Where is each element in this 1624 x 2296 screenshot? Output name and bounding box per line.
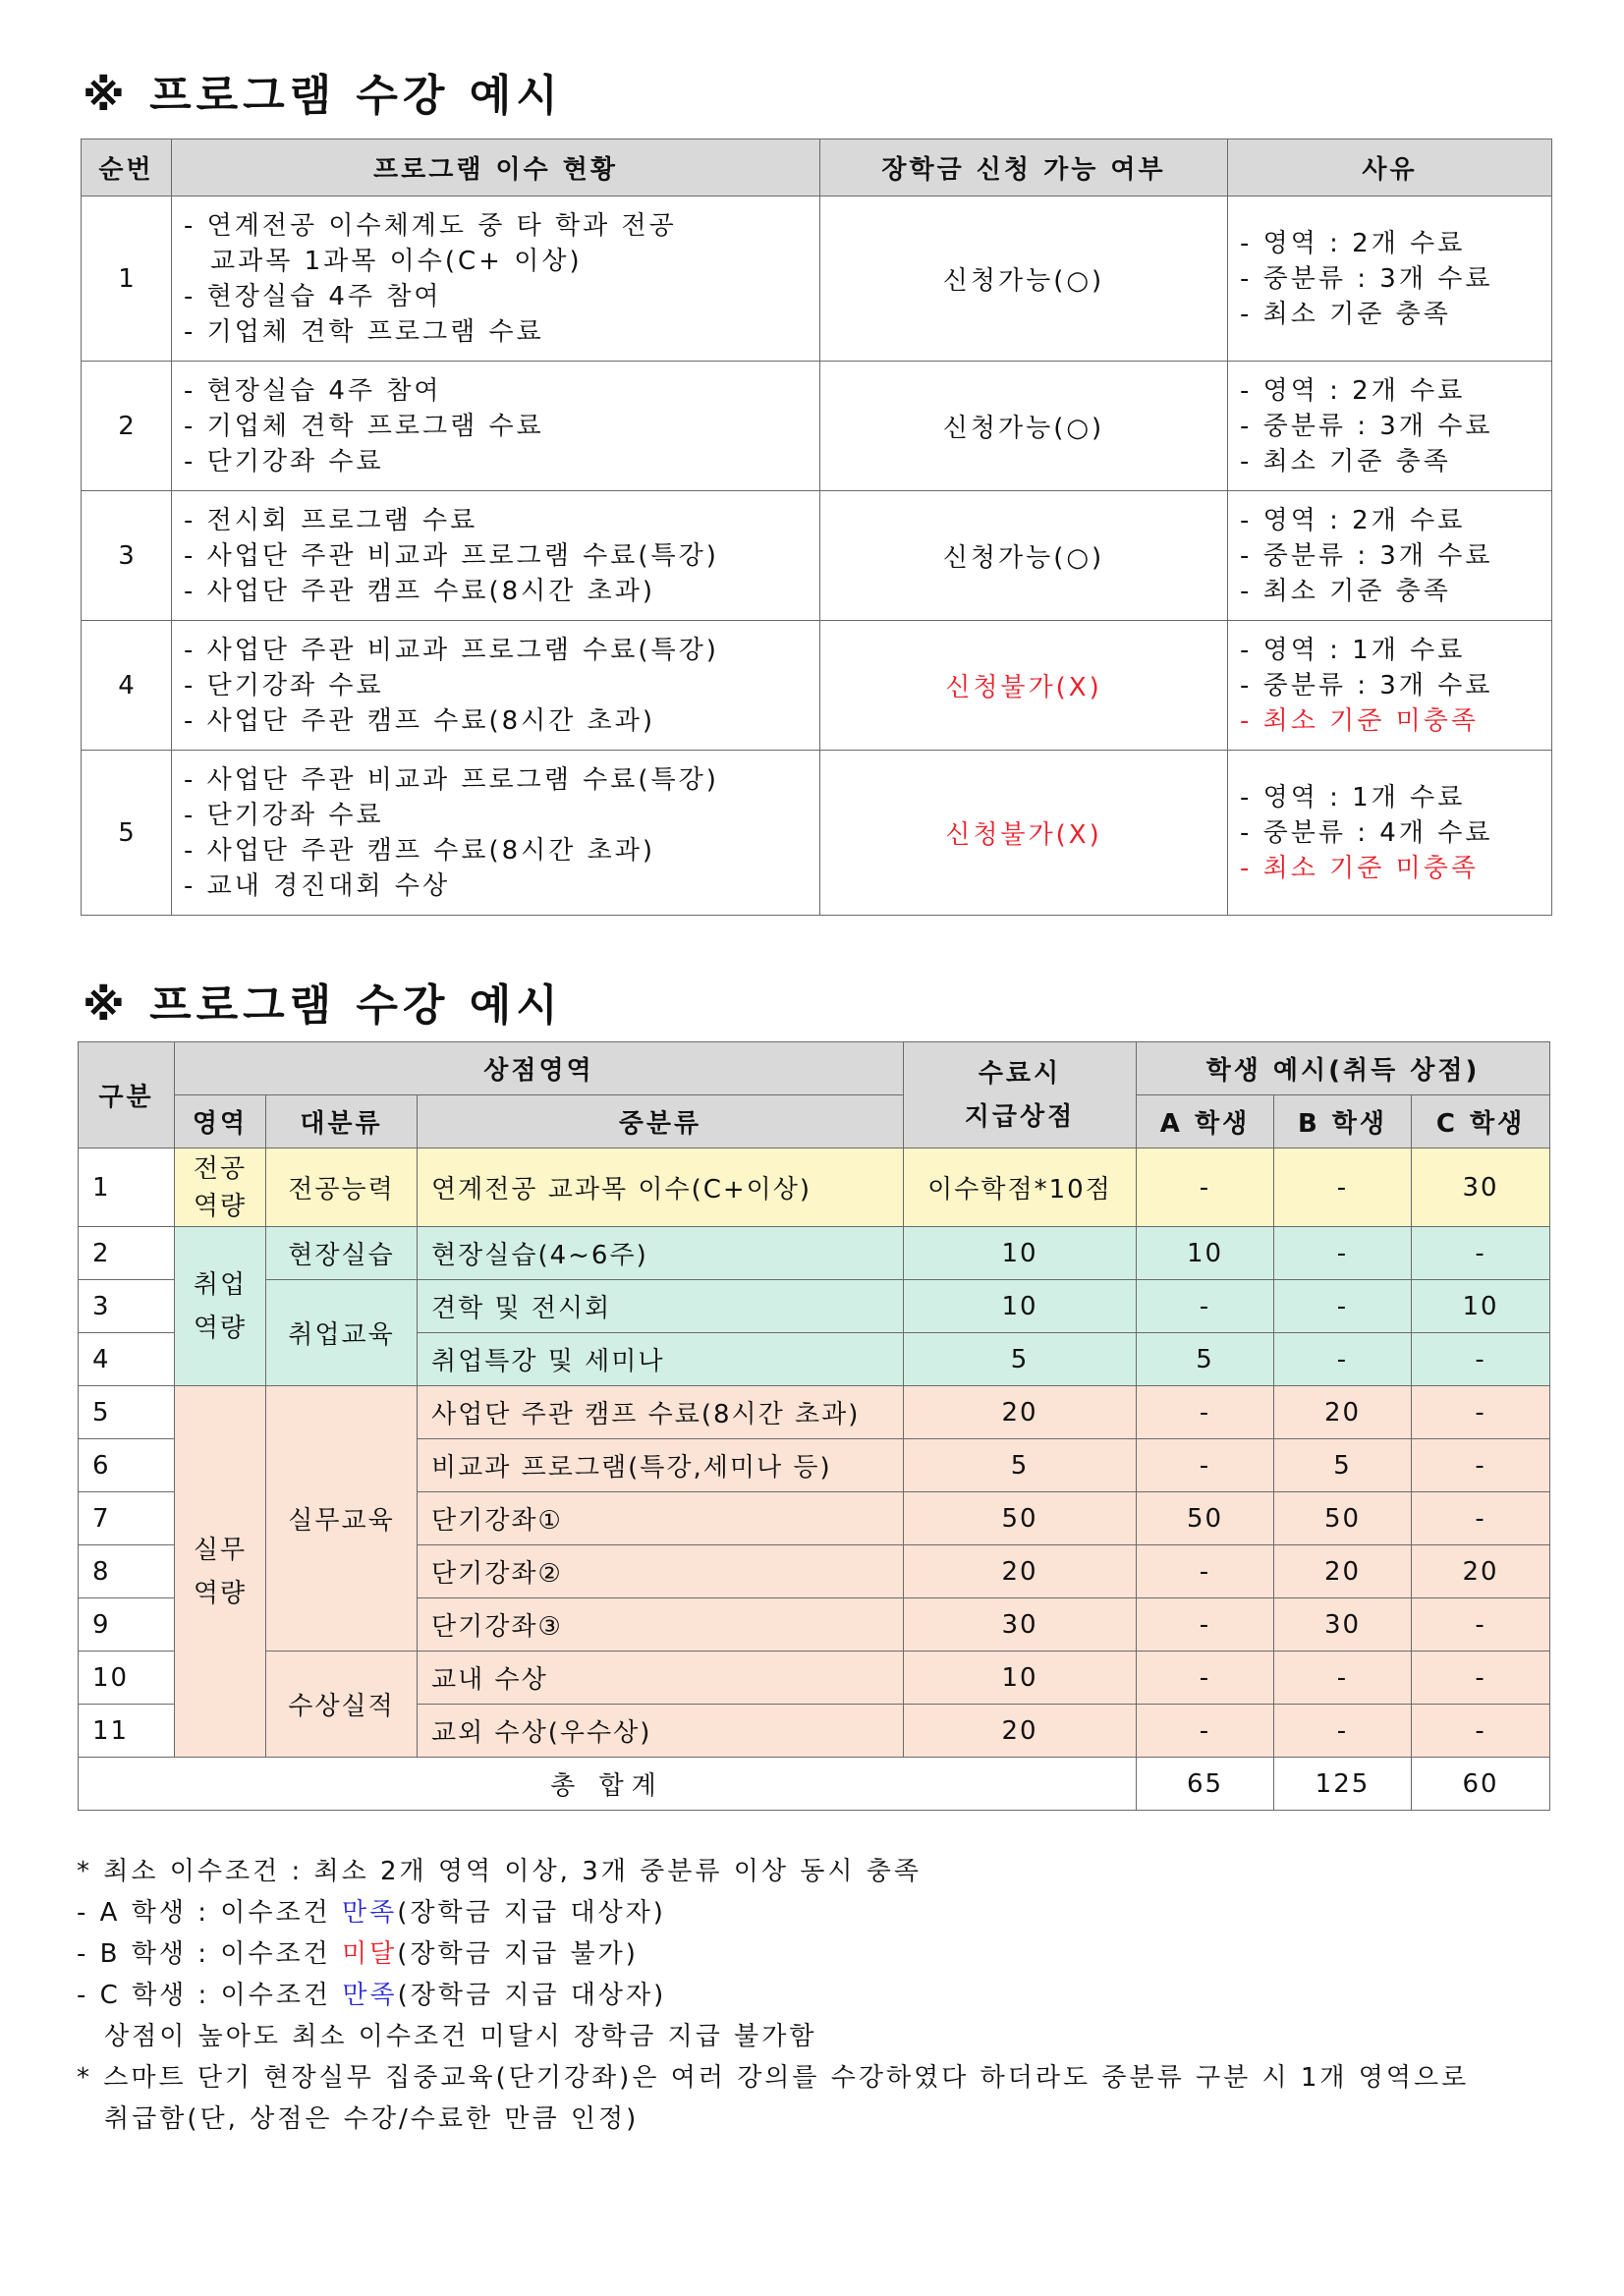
program-item: - 전시회 프로그램 수료 [184,505,478,535]
program-status-cell [172,621,820,751]
note-student-b-result: 미달 [342,1939,398,1969]
area-label: 취업 [193,1269,248,1300]
row-number: 5 [79,1386,175,1439]
total-student-c: 60 [1412,1758,1550,1811]
note-short-course-cont: 취급함(단, 상점은 수강/수료한 만큼 인정) [104,2104,640,2134]
section1-title: ※ 프로그램 수강 예시 [83,71,563,121]
points-value: 10 [904,1652,1137,1705]
program-item: - 연계전공 이수체계도 중 타 학과 전공 [184,210,677,241]
col-header-points-line1: 수료시 [978,1058,1062,1089]
program-item: - 사업단 주관 비교과 프로그램 수료(특강) [184,764,719,795]
col-header-num: 순번 [82,140,172,196]
col-header-area-group: 상점영역 [175,1042,904,1095]
row-number: 1 [82,196,172,362]
points-value: 10 [904,1227,1137,1280]
program-item: - 기업체 견학 프로그램 수료 [184,316,544,347]
program-item: 교과목 1과목 이수(C+ 이상) [210,246,583,276]
col-header-area: 영역 [175,1095,266,1148]
program-item: - 현장실습 4주 참여 [184,375,442,406]
area-label: 역량 [193,1578,248,1608]
student-a-points: 50 [1137,1492,1274,1545]
reason-item: - 최소 기준 충족 [1240,446,1451,476]
area-cell-practical-competency [175,1386,266,1758]
area-cell-major-competency [175,1148,266,1227]
note-student-c-prefix: - C 학생 : 이수조건 [77,1981,343,2010]
area-label: 실무 [193,1535,248,1565]
student-c-points: - [1412,1386,1550,1439]
program-status-cell [172,362,820,491]
col-header-points-line2: 지급상점 [964,1101,1076,1132]
student-b-points: 5 [1274,1439,1412,1492]
minor-category: 견학 및 전시회 [418,1280,904,1333]
student-c-points: - [1412,1492,1550,1545]
notes [77,1851,1469,2140]
minor-category: 단기강좌② [418,1545,904,1598]
table-row [79,1652,1550,1705]
minor-category: 사업단 주관 캠프 수료(8시간 초과) [418,1386,904,1439]
student-b-points: - [1274,1333,1412,1386]
program-item: - 단기강좌 수료 [184,670,384,700]
minor-category: 교외 수상(우수상) [418,1705,904,1758]
minor-category: 취업특강 및 세미나 [418,1333,904,1386]
eligibility-status: 신청불가(X) [820,621,1228,751]
student-b-points: - [1274,1227,1412,1280]
reason-item: - 중분류 : 3개 수료 [1240,411,1493,441]
col-header-major: 대분류 [266,1095,418,1148]
points-value: 20 [904,1386,1137,1439]
student-c-points: - [1412,1652,1550,1705]
points-table [78,1041,1550,1811]
program-item: - 교내 경진대회 수상 [184,870,451,901]
reason-item: - 중분류 : 3개 수료 [1240,670,1493,700]
note-student-b-suffix: (장학금 지급 불가) [397,1939,639,1969]
student-a-points: - [1137,1652,1274,1705]
row-number: 2 [82,362,172,491]
note-student-b [77,1933,1469,1975]
student-b-points: 20 [1274,1386,1412,1439]
reason-item: - 중분류 : 3개 수료 [1240,540,1493,571]
row-number: 1 [79,1148,175,1227]
minor-category: 교내 수상 [418,1652,904,1705]
program-item: - 현장실습 4주 참여 [184,281,442,311]
total-label: 총 합계 [79,1758,1137,1811]
col-header-student-a: A 학생 [1137,1095,1274,1148]
student-c-points: - [1412,1439,1550,1492]
table-row [82,491,1552,621]
points-value: 10 [904,1280,1137,1333]
area-label: 역량 [193,1313,248,1343]
table-row [79,1227,1550,1280]
col-header-program-status: 프로그램 이수 현황 [172,140,820,196]
reason-item: - 영역 : 1개 수료 [1240,635,1466,665]
reason-item: - 최소 기준 충족 [1240,576,1451,606]
points-value: 30 [904,1598,1137,1652]
program-status-cell [172,196,820,362]
note-points-caveat: 상점이 높아도 최소 이수조건 미달시 장학금 지급 불가함 [104,2022,817,2051]
major-category: 실무교육 [266,1386,418,1652]
student-a-points: - [1137,1280,1274,1333]
program-item: - 사업단 주관 비교과 프로그램 수료(특강) [184,635,719,665]
reason-cell [1228,196,1552,362]
program-item: - 기업체 견학 프로그램 수료 [184,411,544,441]
major-category: 취업교육 [266,1280,418,1386]
student-c-points: 10 [1412,1280,1550,1333]
col-header-reason: 사유 [1228,140,1552,196]
major-category: 전공능력 [266,1148,418,1227]
row-number: 8 [79,1545,175,1598]
student-a-points: - [1137,1705,1274,1758]
points-value: 20 [904,1545,1137,1598]
note-min-condition: * 최소 이수조건 : 최소 2개 영역 이상, 3개 중분류 이상 동시 충족 [77,1857,922,1886]
reason-cell [1228,491,1552,621]
reason-item: - 최소 기준 미충족 [1240,705,1479,736]
student-a-points: - [1137,1386,1274,1439]
col-header-eligibility: 장학금 신청 가능 여부 [820,140,1228,196]
student-b-points: 20 [1274,1545,1412,1598]
reason-item: - 영역 : 2개 수료 [1240,228,1466,258]
student-c-points: 30 [1412,1148,1550,1227]
reason-cell [1228,362,1552,491]
student-c-points: - [1412,1227,1550,1280]
row-number: 9 [79,1598,175,1652]
eligibility-status: 신청가능(○) [820,196,1228,362]
minor-category: 현장실습(4~6주) [418,1227,904,1280]
student-c-points: - [1412,1705,1550,1758]
row-number: 4 [79,1333,175,1386]
row-number: 4 [82,621,172,751]
note-student-c [77,1975,1469,2016]
eligibility-status: 신청불가(X) [820,751,1228,916]
minor-category: 연계전공 교과목 이수(C+이상) [418,1148,904,1227]
program-item: - 사업단 주관 캠프 수료(8시간 초과) [184,835,656,866]
note-student-c-result: 만족 [342,1981,398,2010]
total-student-b: 125 [1274,1758,1412,1811]
reason-item: - 중분류 : 4개 수료 [1240,817,1493,848]
reason-item: - 영역 : 2개 수료 [1240,505,1466,535]
student-a-points: - [1137,1439,1274,1492]
area-label: 역량 [193,1191,248,1221]
note-student-a-suffix: (장학금 지급 대상자) [397,1898,666,1928]
note-short-course: * 스마트 단기 현장실무 집중교육(단기강좌)은 여러 강의를 수강하였다 하더라도 중분류 구분 시 1개 영역으로 [77,2063,1470,2093]
eligibility-status: 신청가능(○) [820,362,1228,491]
note-student-a-prefix: - A 학생 : 이수조건 [77,1898,342,1928]
table-row [79,1386,1550,1439]
student-b-points: 50 [1274,1492,1412,1545]
student-c-points: - [1412,1333,1550,1386]
col-header-student-c: C 학생 [1412,1095,1550,1148]
col-header-points [904,1042,1137,1148]
section2-title: ※ 프로그램 수강 예시 [83,980,563,1031]
table-row [79,1148,1550,1227]
reason-cell [1228,751,1552,916]
row-number: 7 [79,1492,175,1545]
area-cell-employment-competency [175,1227,266,1386]
note-student-c-suffix: (장학금 지급 대상자) [397,1981,667,2010]
col-header-students-group: 학생 예시(취득 상점) [1137,1042,1550,1095]
student-a-points: - [1137,1598,1274,1652]
table-row [82,751,1552,916]
table-row [79,1280,1550,1333]
points-header-row-1 [79,1042,1550,1095]
col-header-minor: 중분류 [418,1095,904,1148]
student-c-points: 20 [1412,1545,1550,1598]
student-b-points: - [1274,1148,1412,1227]
reason-item: - 최소 기준 충족 [1240,299,1451,329]
program-status-cell [172,751,820,916]
eligibility-header-row [82,140,1552,196]
total-row [79,1758,1550,1811]
points-header-row-2 [79,1095,1550,1148]
reason-item: - 최소 기준 미충족 [1240,853,1479,883]
eligibility-table [81,139,1552,916]
student-a-points: - [1137,1545,1274,1598]
points-value: 5 [904,1333,1137,1386]
minor-category: 비교과 프로그램(특강,세미나 등) [418,1439,904,1492]
points-value: 5 [904,1439,1137,1492]
total-student-a: 65 [1137,1758,1274,1811]
table-row [82,621,1552,751]
note-student-a-result: 만족 [341,1898,398,1928]
row-number: 2 [79,1227,175,1280]
reason-item: - 중분류 : 3개 수료 [1240,263,1493,294]
points-value: 50 [904,1492,1137,1545]
table-row [82,362,1552,491]
reason-cell [1228,621,1552,751]
major-category: 수상실적 [266,1652,418,1758]
note-student-b-prefix: - B 학생 : 이수조건 [77,1939,342,1969]
student-a-points: - [1137,1148,1274,1227]
row-number: 6 [79,1439,175,1492]
student-a-points: 10 [1137,1227,1274,1280]
program-item: - 단기강좌 수료 [184,800,384,830]
row-number: 5 [82,751,172,916]
student-b-points: - [1274,1652,1412,1705]
row-number: 3 [79,1280,175,1333]
program-status-cell [172,491,820,621]
points-value: 이수학점*10점 [904,1148,1137,1227]
student-b-points: - [1274,1705,1412,1758]
program-item: - 사업단 주관 캠프 수료(8시간 초과) [184,576,656,606]
col-header-gubun: 구분 [79,1042,175,1148]
row-number: 11 [79,1705,175,1758]
note-student-a [77,1892,1469,1933]
minor-category: 단기강좌③ [418,1598,904,1652]
student-c-points: - [1412,1598,1550,1652]
program-item: - 사업단 주관 캠프 수료(8시간 초과) [184,705,656,736]
reason-item: - 영역 : 1개 수료 [1240,782,1466,812]
major-category: 현장실습 [266,1227,418,1280]
student-b-points: - [1274,1280,1412,1333]
row-number: 3 [82,491,172,621]
student-b-points: 30 [1274,1598,1412,1652]
eligibility-status: 신청가능(○) [820,491,1228,621]
reason-item: - 영역 : 2개 수료 [1240,375,1466,406]
student-a-points: 5 [1137,1333,1274,1386]
table-row [82,196,1552,362]
col-header-student-b: B 학생 [1274,1095,1412,1148]
program-item: - 사업단 주관 비교과 프로그램 수료(특강) [184,540,719,571]
row-number: 10 [79,1652,175,1705]
program-item: - 단기강좌 수료 [184,446,384,476]
points-value: 20 [904,1705,1137,1758]
area-label: 전공 [193,1153,248,1184]
minor-category: 단기강좌① [418,1492,904,1545]
